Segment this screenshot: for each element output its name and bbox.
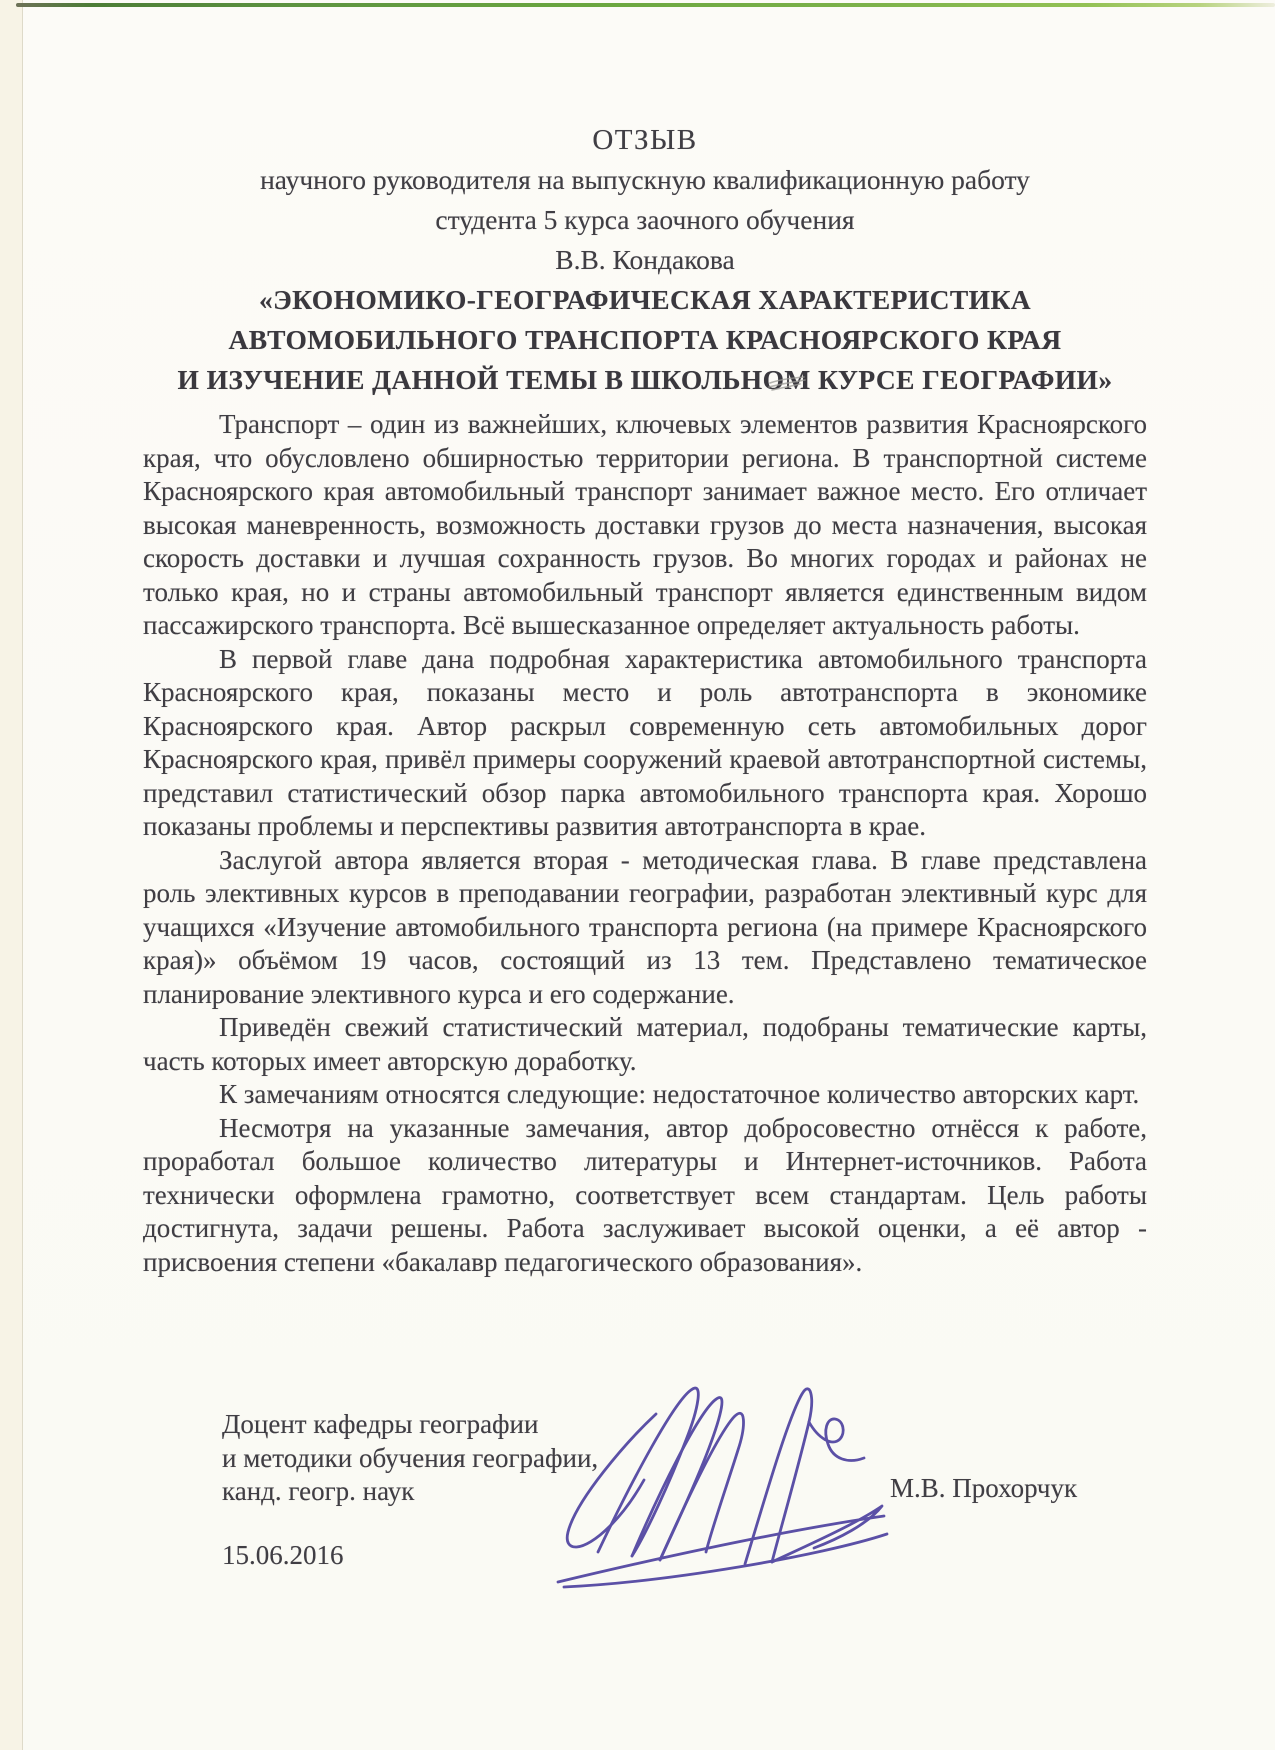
paragraph-intro: Транспорт – один из важнейших, ключевых элементов развития Красноярского края, что обусловлено обширностью территории региона. В транспортной системе Красноярского края автомобильный транспорт занимает важное место. Его отличает высокая маневренность, возможность доставки грузов до места назначения, высокая скорость доставки и лучшая сохранность грузов. Во многих городах и районах не только края, но и страны автомобильный транспорт является единственным видом пассажирского транспорта. Всё вышесказанное определяет актуальность работы. [143, 409, 1147, 640]
handwritten-signature-icon [538, 1376, 890, 1594]
paragraph-chapter-one: В первой главе дана подробная характеристика автомобильного транспорта Красноярского края, показаны место и роль автотранспорта в экономике Красноярского края. Автор раскрыл современную сеть автомобильных дорог Красноярского края, привёл примеры сооружений краевой автотранспортной системы, представил статистический обзор парка автомобильного транспорта края. Хорошо показаны проблемы и перспективы развития автотранспорта в крае. [143, 643, 1147, 841]
signer-position-line: канд. геогр. наук [222, 1476, 415, 1506]
scan-edge-green-line [16, 3, 1275, 7]
signer-name: М.В. Прохорчук [890, 1473, 1078, 1503]
paragraph-conclusion: Несмотря на указанные замечания, автор добросовестно отнёсся к работе, проработал большое количество литературы и Интернет-источников. Работа технически оформлена грамотно, соответствует всем стандартам. Цель работы достигнута, задачи решены. Работа заслуживает высокой оценки, а её автор - присвоения степени «бакалавр педагогического образования». [143, 1112, 1147, 1277]
document-header [143, 120, 1147, 400]
review-date: 15.06.2016 [222, 1540, 344, 1570]
thesis-title-line: АВТОМОБИЛЬНОГО ТРАНСПОРТА КРАСНОЯРСКОГО КРАЯ [228, 324, 1062, 355]
thesis-title-line: «ЭКОНОМИКО-ГЕОГРАФИЧЕСКАЯ ХАРАКТЕРИСТИКА [258, 284, 1032, 315]
signer-position-line: Доцент кафедры географии [222, 1409, 539, 1439]
signer-position-line: и методики обучения географии, [222, 1442, 599, 1473]
review-body-text [143, 408, 1147, 1279]
header-subtitle-line: студента 5 курса заочного обучения [435, 204, 855, 235]
paragraph-statistics: Приведён свежий статистический материал, подобраны тематические карты, часть которых имеет авторскую доработку. [143, 1012, 1147, 1076]
scanner-edge-strip [0, 0, 23, 1750]
paragraph-remarks: К замечаниям относятся следующие: недостаточное количество авторских карт. [219, 1079, 1140, 1109]
student-name: В.В. Кондакова [555, 244, 735, 275]
header-subtitle-line: научного руководителя на выпускную квалификационную работу [260, 164, 1030, 195]
document-title: ОТЗЫВ [592, 124, 698, 156]
pencil-smudge-mark [766, 374, 808, 394]
thesis-title-line: И ИЗУЧЕНИЕ ДАННОЙ ТЕМЫ В ШКОЛЬНОМ КУРСЕ ГЕОГРАФИИ» [177, 364, 1113, 395]
paragraph-chapter-two: Заслугой автора является вторая - методическая глава. В главе представлена роль элективных курсов в преподавании географии, разработан элективный курс для учащихся «Изучение автомобильного транспорта региона (на примере Красноярского края)» объёмом 19 часов, состоящий из 13 тем. Представлено тематическое планирование элективного курса и его содержание. [143, 844, 1147, 1009]
